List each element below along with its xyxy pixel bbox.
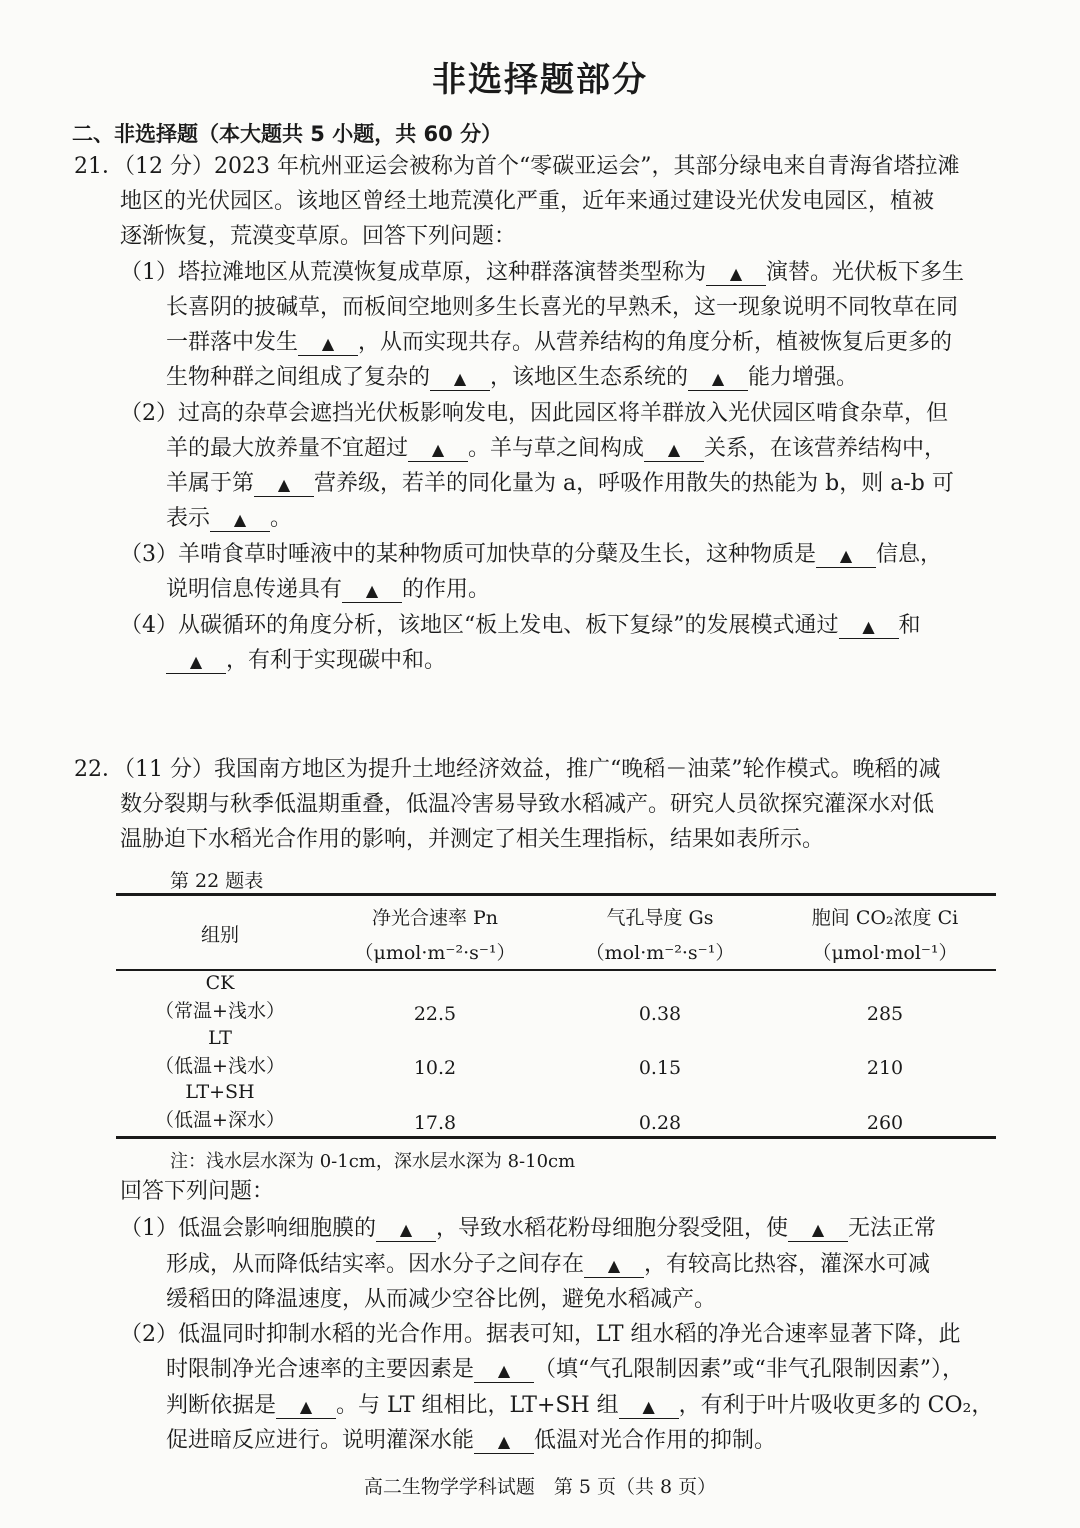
triangle-icon: ▲: [839, 546, 853, 565]
q22-p2-line-1: （2）低温同时抑制水稻的光合作用。据表可知，LT 组水稻的净光合速率显著下降，此: [120, 1322, 961, 1347]
answer-blank[interactable]: [298, 332, 358, 356]
answer-blank[interactable]: [644, 438, 704, 462]
text: ，从而实现共存。从营养结构的角度分析，植被恢复后更多的: [358, 330, 953, 355]
triangle-icon: ▲: [497, 1432, 511, 1451]
answer-blank[interactable]: [376, 1218, 436, 1242]
text: （填“气孔限制因素”或“非气孔限制因素”），: [534, 1357, 965, 1382]
table-row-1-group: CK: [205, 972, 235, 994]
q21-line-1: [74, 152, 959, 182]
text: ，导致水稻花粉母细胞分裂受阻，使: [436, 1216, 789, 1241]
answer-blank[interactable]: [688, 367, 748, 391]
answer-blank[interactable]: [474, 1359, 534, 1383]
answer-blank[interactable]: [276, 1395, 336, 1419]
text: 时限制净光合速率的主要因素是: [166, 1357, 475, 1382]
q21-p1-line-2: 长喜阴的披碱草，而板间空地则多生长喜光的早熟禾，这一现象说明不同牧草在同: [166, 295, 959, 320]
q21-p2-line-1: （2）过高的杂草会遮挡光伏板影响发电，因此园区将羊群放入光伏园区啃食杂草，但: [120, 401, 948, 426]
table-row-2-pn: 10.2: [413, 1057, 457, 1079]
text: 促进暗反应进行。说明灌深水能: [166, 1428, 475, 1453]
table-top-rule: [116, 893, 996, 896]
q21-p1-line-4: [166, 363, 858, 393]
text: 。与 LT 组相比，LT+SH 组: [336, 1393, 619, 1418]
q21-p4-line-2: [166, 646, 446, 676]
text: ，该地区生态系统的: [490, 365, 689, 390]
answer-blank[interactable]: [706, 262, 766, 286]
triangle-icon: ▲: [453, 369, 467, 388]
page-footer: 高二生物学学科试题 第 5 页（共 8 页）: [363, 1476, 717, 1498]
text: 表示: [166, 506, 211, 531]
triangle-icon: ▲: [321, 334, 335, 353]
text: （4）从碳循环的角度分析，该地区“板上发电、板下复绿”的发展模式通过: [120, 613, 839, 638]
text: 营养级，若羊的同化量为 a，呼吸作用散失的热能为 b，则 a-b 可: [314, 471, 954, 496]
text: 。羊与草之间构成: [468, 436, 645, 461]
q21-p3-line-1: [120, 540, 942, 570]
table-bottom-rule: [116, 1136, 996, 1139]
answer-blank[interactable]: [166, 650, 226, 674]
text: 形成，从而降低结实率。因水分子之间存在: [166, 1252, 585, 1277]
table-row-1-pn: 22.5: [413, 1003, 457, 1025]
q21-p1-line-3: [166, 328, 952, 358]
answer-blank[interactable]: [342, 579, 402, 603]
table-row-2-group: LT: [208, 1027, 232, 1049]
table-row-1-ci: 285: [866, 1003, 904, 1025]
text: 关系，在该营养结构中，: [704, 436, 947, 461]
q22-number: 22．: [74, 757, 124, 782]
triangle-icon: ▲: [607, 1256, 621, 1275]
table-note: 注：浅水层水深为 0-1cm，深水层水深为 8-10cm: [170, 1151, 576, 1172]
table-header-pn-unit: （μmol·m⁻²·s⁻¹）: [354, 942, 516, 964]
text: 一群落中发生: [166, 330, 299, 355]
table-header-ci-unit: （μmol·mol⁻¹）: [812, 942, 958, 964]
triangle-icon: ▲: [233, 510, 247, 529]
triangle-icon: ▲: [189, 652, 203, 671]
table-header-rule: [116, 969, 996, 971]
table-row-2-condition: （低温+浅水）: [155, 1055, 285, 1077]
answer-blank[interactable]: [816, 544, 876, 568]
text: 生物种群之间组成了复杂的: [166, 365, 431, 390]
text: ，有利于叶片吸收更多的 CO₂，: [678, 1393, 994, 1418]
triangle-icon: ▲: [642, 1397, 655, 1416]
table-header-pn: 净光合速率 Pn: [371, 907, 499, 929]
q21-p2-line-3: [166, 469, 954, 499]
triangle-icon: ▲: [811, 1220, 825, 1239]
text: 无法正常: [848, 1216, 937, 1241]
text: 和: [898, 613, 921, 638]
text: 羊属于第: [166, 471, 255, 496]
q21-intro-1: （12 分）2023 年杭州亚运会被称为首个“零碳亚运会”，其部分绿电来自青海省塔拉滩: [124, 154, 960, 179]
triangle-icon: ▲: [399, 1220, 413, 1239]
triangle-icon: ▲: [729, 264, 743, 283]
triangle-icon: ▲: [497, 1361, 511, 1380]
q22-answer-prompt: 回答下列问题：: [120, 1179, 275, 1204]
q21-p1-line-1: [120, 258, 964, 288]
text: 的作用。: [402, 577, 491, 602]
table-row-2-gs: 0.15: [638, 1057, 682, 1079]
table-header-ci: 胞间 CO₂浓度 Ci: [811, 907, 959, 929]
table-header-gs: 气孔导度 Gs: [606, 907, 714, 929]
q22-p2-line-3: [166, 1391, 993, 1421]
page-title: 非选择题部分: [432, 60, 648, 100]
q22-line-1: [74, 755, 940, 785]
answer-blank[interactable]: [839, 615, 899, 639]
answer-blank[interactable]: [408, 438, 468, 462]
answer-blank[interactable]: [474, 1430, 534, 1454]
q21-intro-3: 逐渐恢复，荒漠变草原。回答下列问题：: [120, 224, 517, 249]
table-row-1-gs: 0.38: [638, 1003, 682, 1025]
answer-blank[interactable]: [254, 473, 314, 497]
q21-p2-line-4: [166, 504, 292, 534]
answer-blank[interactable]: [584, 1254, 644, 1278]
answer-blank[interactable]: [619, 1395, 679, 1419]
table-header-group: 组别: [200, 924, 239, 946]
table-row-3-pn: 17.8: [413, 1112, 457, 1134]
q22-p1-line-1: [120, 1214, 936, 1244]
q21-number: 21．: [74, 154, 124, 179]
q22-p1-line-3: 缓稻田的降温速度，从而减少空谷比例，避免水稻减产。: [166, 1287, 717, 1312]
q22-p1-line-2: [166, 1250, 930, 1280]
q22-intro-1: （11 分）我国南方地区为提升土地经济效益，推广“晚稻－油菜”轮作模式。晚稻的减: [124, 757, 941, 782]
text: （3）羊啃食草时唾液中的某种物质可加快草的分蘖及生长，这种物质是: [120, 542, 816, 567]
text: 判断依据是: [166, 1393, 277, 1418]
q21-p4-line-1: [120, 611, 921, 641]
text: 能力增强。: [748, 365, 859, 390]
q22-intro-2: 数分裂期与秋季低温期重叠，低温冷害易导致水稻减产。研究人员欲探究灌深水对低: [120, 792, 935, 817]
q22-p2-line-4: [166, 1426, 776, 1456]
text: 羊的最大放养量不宜超过: [166, 436, 409, 461]
text: 低温对光合作用的抑制。: [534, 1428, 777, 1453]
table-row-3-group: LT+SH: [185, 1081, 255, 1103]
triangle-icon: ▲: [299, 1397, 313, 1416]
triangle-icon: ▲: [277, 475, 291, 494]
text: ，有较高比热容，灌深水可减: [644, 1252, 931, 1277]
q21-intro-2: 地区的光伏园区。该地区曾经土地荒漠化严重，近年来通过建设光伏发电园区，植被: [120, 189, 935, 214]
triangle-icon: ▲: [431, 440, 445, 459]
text: （1）低温会影响细胞膜的: [120, 1216, 376, 1241]
table-header-gs-unit: （mol·m⁻²·s⁻¹）: [585, 942, 735, 964]
text: ，有利于实现碳中和。: [226, 648, 447, 673]
table-row-1-condition: （常温+浅水）: [155, 1000, 285, 1022]
q21-p2-line-2: [166, 434, 946, 464]
q22-intro-3: 温胁迫下水稻光合作用的影响，并测定了相关生理指标，结果如表所示。: [120, 827, 825, 852]
triangle-icon: ▲: [711, 369, 725, 388]
text: 说明信息传递具有: [166, 577, 343, 602]
text: 。: [270, 506, 293, 531]
answer-blank[interactable]: [788, 1218, 848, 1242]
table-row-3-ci: 260: [866, 1112, 904, 1134]
q22-p2-line-2: [166, 1355, 964, 1385]
answer-blank[interactable]: [210, 508, 270, 532]
table-row-3-condition: （低温+深水）: [155, 1109, 285, 1131]
table-row-2-ci: 210: [866, 1057, 904, 1079]
q21-p3-line-2: [166, 575, 490, 605]
answer-blank[interactable]: [430, 367, 490, 391]
table-row-3-gs: 0.28: [638, 1112, 682, 1134]
text: 信息，: [876, 542, 943, 567]
text: （1）塔拉滩地区从荒漠恢复成草原，这种群落演替类型称为: [120, 260, 706, 285]
triangle-icon: ▲: [365, 581, 379, 600]
triangle-icon: ▲: [667, 440, 681, 459]
text: 演替。光伏板下多生: [766, 260, 965, 285]
triangle-icon: ▲: [862, 617, 875, 636]
section-header: 二、非选择题（本大题共 5 小题，共 60 分）: [72, 122, 503, 146]
table-caption: 第 22 题表: [170, 870, 264, 892]
